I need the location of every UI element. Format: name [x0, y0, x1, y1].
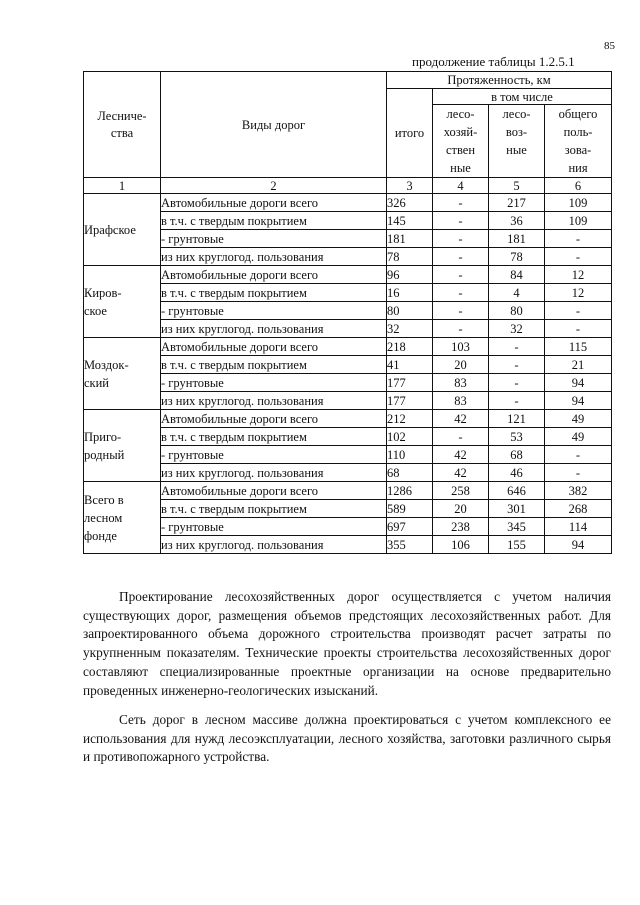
length-cell: - — [433, 302, 489, 320]
forestry-name — [84, 338, 161, 410]
length-cell: 177 — [387, 374, 433, 392]
road-type: - грунтовые — [161, 302, 387, 320]
road-type: Автомобильные дороги всего — [161, 338, 387, 356]
header-including: в том числе — [433, 89, 612, 105]
length-cell: 218 — [387, 338, 433, 356]
length-cell: 42 — [433, 446, 489, 464]
length-cell: 145 — [387, 212, 433, 230]
length-cell: - — [489, 392, 545, 410]
road-type: из них круглогод. пользования — [161, 320, 387, 338]
length-cell: - — [545, 230, 612, 248]
length-cell: - — [433, 320, 489, 338]
road-type: из них круглогод. пользования — [161, 392, 387, 410]
header-sub-forestry-line: ные — [450, 161, 471, 175]
length-cell: - — [433, 212, 489, 230]
column-number: 4 — [433, 178, 489, 194]
length-cell: - — [489, 374, 545, 392]
length-cell: 32 — [489, 320, 545, 338]
column-number: 3 — [387, 178, 433, 194]
header-sub-logging-line: воз- — [505, 125, 528, 139]
length-cell: 382 — [545, 482, 612, 500]
table-row — [84, 518, 612, 536]
length-cell: 155 — [489, 536, 545, 554]
header-length: Протяженность, км — [387, 72, 612, 89]
paragraph: Сеть дорог в лесном массиве должна проектироваться с учетом комплексного ее использования для нужд лесоэксплуатации, лесного хозяйства, заготовки различного сырья и противопожарного устройства. — [83, 712, 611, 765]
forestry-name — [84, 410, 161, 482]
length-cell: 238 — [433, 518, 489, 536]
length-cell: 83 — [433, 392, 489, 410]
length-cell: 345 — [489, 518, 545, 536]
header-sub-public-line: ния — [568, 161, 588, 175]
road-type: - грунтовые — [161, 230, 387, 248]
header-forestry-label: Лесниче-ства — [97, 108, 147, 140]
length-cell: 68 — [387, 464, 433, 482]
table-row — [84, 428, 612, 446]
header-sub-public-line: зова- — [564, 143, 592, 157]
forestry-name — [84, 482, 161, 554]
length-cell: - — [433, 194, 489, 212]
length-cell: 102 — [387, 428, 433, 446]
length-cell: 94 — [545, 536, 612, 554]
length-cell: 21 — [545, 356, 612, 374]
length-cell: 646 — [489, 482, 545, 500]
header-sub-forestry — [433, 105, 489, 178]
table-row — [84, 482, 612, 500]
length-cell: 94 — [545, 374, 612, 392]
length-cell: 212 — [387, 410, 433, 428]
forestry-name-line: лесном — [84, 510, 123, 525]
forestry-name-line: Ирафское — [84, 222, 136, 237]
length-cell: 355 — [387, 536, 433, 554]
length-cell: 121 — [489, 410, 545, 428]
length-cell: 32 — [387, 320, 433, 338]
length-cell: 217 — [489, 194, 545, 212]
table-row — [84, 356, 612, 374]
length-cell: - — [489, 356, 545, 374]
paragraph: Проектирование лесохозяйственных дорог осуществляется с учетом наличия существующих дорог, размещения объемов предстоящих лесохозяйственных работ. Для запроектированного объема дорожного строительства производят расчет затраты по укрупненным показателям. Технические проекты строительства лесохозяйственных дорог составляют специализированные проектные организации на основе предварительно проведенных инженерно-геологических изысканий. — [83, 589, 611, 698]
length-cell: 1286 — [387, 482, 433, 500]
road-type: Автомобильные дороги всего — [161, 410, 387, 428]
column-number: 5 — [489, 178, 545, 194]
length-cell: - — [489, 338, 545, 356]
length-cell: - — [545, 464, 612, 482]
length-cell: 78 — [489, 248, 545, 266]
table-row — [84, 212, 612, 230]
column-number: 2 — [161, 178, 387, 194]
header-sub-forestry-line: лесо- — [446, 107, 475, 121]
table-row — [84, 194, 612, 212]
length-cell: - — [433, 428, 489, 446]
forestry-name — [84, 194, 161, 266]
forestry-name — [84, 266, 161, 338]
forestry-name-line: родный — [84, 447, 125, 462]
header-road-types: Виды дорог — [161, 72, 387, 178]
length-cell: 12 — [545, 266, 612, 284]
length-cell: 20 — [433, 356, 489, 374]
length-cell: 109 — [545, 212, 612, 230]
length-cell: 84 — [489, 266, 545, 284]
length-cell: 41 — [387, 356, 433, 374]
length-cell: 49 — [545, 428, 612, 446]
road-type: Автомобильные дороги всего — [161, 482, 387, 500]
road-type: Автомобильные дороги всего — [161, 266, 387, 284]
table-row — [84, 230, 612, 248]
length-cell: 4 — [489, 284, 545, 302]
length-cell: 106 — [433, 536, 489, 554]
header-sub-logging-line: ные — [506, 143, 527, 157]
table-row — [84, 266, 612, 284]
page-number: 85 — [604, 40, 615, 52]
length-cell: 589 — [387, 500, 433, 518]
length-cell: 114 — [545, 518, 612, 536]
length-cell: 268 — [545, 500, 612, 518]
road-type: в т.ч. с твердым покрытием — [161, 356, 387, 374]
length-cell: 326 — [387, 194, 433, 212]
header-sub-forestry-line: ствен — [445, 143, 476, 157]
table-row — [84, 392, 612, 410]
length-cell: 46 — [489, 464, 545, 482]
header-sub-public-line: поль- — [563, 125, 593, 139]
road-type: из них круглогод. пользования — [161, 464, 387, 482]
table-row — [84, 410, 612, 428]
length-cell: 697 — [387, 518, 433, 536]
column-number: 1 — [84, 178, 161, 194]
table-row — [84, 446, 612, 464]
road-type: - грунтовые — [161, 446, 387, 464]
length-cell: 42 — [433, 410, 489, 428]
forestry-name-line: ский — [84, 375, 109, 390]
forestry-name-line: Всего в — [84, 492, 124, 507]
length-cell: 16 — [387, 284, 433, 302]
header-sub-forestry-line: хозяй- — [443, 125, 478, 139]
table-row — [84, 338, 612, 356]
header-sub-public-line: общего — [558, 107, 598, 121]
length-cell: - — [433, 284, 489, 302]
length-cell: 49 — [545, 410, 612, 428]
table-row — [84, 302, 612, 320]
length-cell: 36 — [489, 212, 545, 230]
length-cell: - — [545, 302, 612, 320]
forestry-name-line: Киров- — [84, 285, 122, 300]
road-type: - грунтовые — [161, 374, 387, 392]
road-type: из них круглогод. пользования — [161, 248, 387, 266]
table-row — [84, 464, 612, 482]
table-row — [84, 500, 612, 518]
length-cell: 181 — [489, 230, 545, 248]
length-cell: 80 — [489, 302, 545, 320]
length-cell: 53 — [489, 428, 545, 446]
length-cell: - — [433, 266, 489, 284]
table-row — [84, 536, 612, 554]
forestry-name-line: Моздок- — [84, 357, 129, 372]
length-cell: 110 — [387, 446, 433, 464]
road-type: в т.ч. с твердым покрытием — [161, 428, 387, 446]
length-cell: 177 — [387, 392, 433, 410]
road-type: из них круглогод. пользования — [161, 536, 387, 554]
table-row — [84, 374, 612, 392]
table-row — [84, 284, 612, 302]
length-cell: - — [545, 248, 612, 266]
length-cell: 103 — [433, 338, 489, 356]
table-caption: продолжение таблицы 1.2.5.1 — [412, 54, 575, 69]
road-type: в т.ч. с твердым покрытием — [161, 284, 387, 302]
length-cell: 83 — [433, 374, 489, 392]
road-type: - грунтовые — [161, 518, 387, 536]
forestry-name-line: фонде — [84, 528, 117, 543]
roads-table — [83, 71, 612, 554]
length-cell: 12 — [545, 284, 612, 302]
header-sub-logging — [489, 105, 545, 178]
header-sub-public — [545, 105, 612, 178]
column-number: 6 — [545, 178, 612, 194]
length-cell: 181 — [387, 230, 433, 248]
length-cell: 94 — [545, 392, 612, 410]
length-cell: 96 — [387, 266, 433, 284]
length-cell: 42 — [433, 464, 489, 482]
header-sub-logging-line: лесо- — [502, 107, 531, 121]
forestry-name-line: ское — [84, 303, 107, 318]
road-type: в т.ч. с твердым покрытием — [161, 500, 387, 518]
length-cell: - — [545, 446, 612, 464]
header-total: итого — [387, 89, 433, 178]
length-cell: 109 — [545, 194, 612, 212]
table-row — [84, 320, 612, 338]
forestry-name-line: Приго- — [84, 429, 122, 444]
road-type: Автомобильные дороги всего — [161, 194, 387, 212]
length-cell: 20 — [433, 500, 489, 518]
length-cell: - — [433, 230, 489, 248]
table-row — [84, 248, 612, 266]
length-cell: 115 — [545, 338, 612, 356]
length-cell: - — [545, 320, 612, 338]
length-cell: - — [433, 248, 489, 266]
header-forestry — [84, 72, 161, 178]
length-cell: 301 — [489, 500, 545, 518]
length-cell: 68 — [489, 446, 545, 464]
length-cell: 78 — [387, 248, 433, 266]
road-type: в т.ч. с твердым покрытием — [161, 212, 387, 230]
length-cell: 80 — [387, 302, 433, 320]
length-cell: 258 — [433, 482, 489, 500]
